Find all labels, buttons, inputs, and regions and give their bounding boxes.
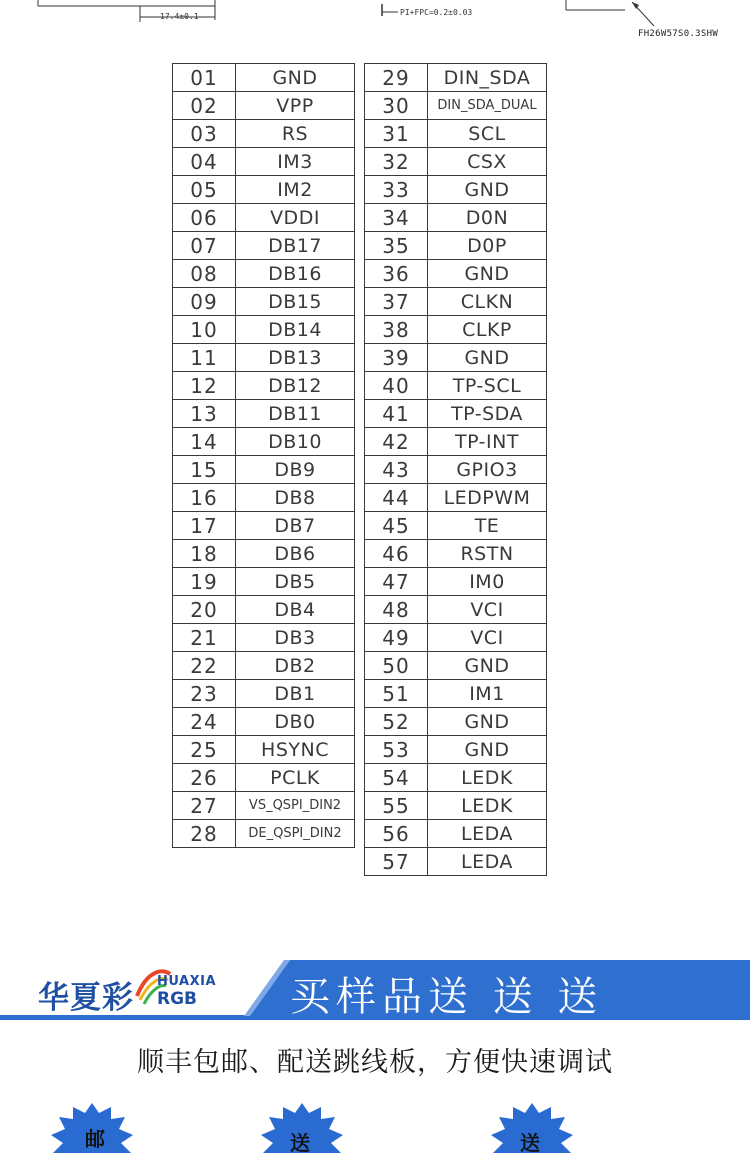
pin-row [365,288,547,316]
pin-row [365,260,547,288]
pin-signal: DB4 [236,596,355,624]
pin-signal: SCL [428,120,547,148]
pin-signal: DB1 [236,680,355,708]
pin-signal: DB10 [236,428,355,456]
badge-label: 送 [520,1131,540,1155]
pin-signal: GND [428,736,547,764]
pin-number: 39 [365,344,428,372]
pin-signal: DB6 [236,540,355,568]
pin-number: 22 [173,652,236,680]
pin-signal: LEDK [428,792,547,820]
pin-row [173,92,355,120]
pin-row [365,512,547,540]
pin-number: 45 [365,512,428,540]
pin-number: 10 [173,316,236,344]
pin-number: 27 [173,792,236,820]
pin-number: 01 [173,64,236,92]
pin-number: 14 [173,428,236,456]
pin-row [173,204,355,232]
pin-signal: DB11 [236,400,355,428]
badge-label: 邮 [85,1127,105,1151]
pin-number: 12 [173,372,236,400]
pin-row [365,400,547,428]
pin-row [365,708,547,736]
pin-row [173,428,355,456]
pin-number: 08 [173,260,236,288]
brand-logo-cn: 华夏彩 [38,980,134,1016]
pin-row [173,764,355,792]
pin-row [365,372,547,400]
badge-label: 送 [290,1131,310,1155]
badge-gift-2 [487,1103,577,1153]
pin-row [173,540,355,568]
pin-number: 50 [365,652,428,680]
drawing-fragment [0,0,750,45]
pin-signal: VS_QSPI_DIN2 [236,792,355,820]
pin-signal: VCI [428,624,547,652]
pin-row [173,456,355,484]
pin-signal: GPIO3 [428,456,547,484]
pin-row [173,652,355,680]
pin-number: 17 [173,512,236,540]
pin-row [173,260,355,288]
pin-row [173,400,355,428]
pin-number: 56 [365,820,428,848]
pin-signal: IM3 [236,148,355,176]
pin-signal: DIN_SDA [428,64,547,92]
pin-signal: DIN_SDA_DUAL [428,92,547,120]
pin-number: 24 [173,708,236,736]
pin-signal: DB13 [236,344,355,372]
pin-number: 32 [365,148,428,176]
pin-row [365,848,547,876]
pin-number: 02 [173,92,236,120]
shipping-caption: 顺丰包邮、配送跳线板，方便快速调试 [137,1047,613,1078]
pin-signal: DB14 [236,316,355,344]
pin-signal: GND [236,64,355,92]
pin-signal: D0P [428,232,547,260]
pin-signal: DB7 [236,512,355,540]
pin-signal: RS [236,120,355,148]
pin-row [173,344,355,372]
pin-signal: TP-SDA [428,400,547,428]
pin-signal: DB3 [236,624,355,652]
pin-row [365,792,547,820]
pin-row [173,372,355,400]
pin-row [173,288,355,316]
pin-signal: HSYNC [236,736,355,764]
pin-signal: DB16 [236,260,355,288]
pin-signal: DB9 [236,456,355,484]
pin-number: 23 [173,680,236,708]
pin-number: 03 [173,120,236,148]
pin-row [365,568,547,596]
pin-signal: DB8 [236,484,355,512]
pin-row [365,92,547,120]
pin-row [173,792,355,820]
pin-signal: TE [428,512,547,540]
pin-number: 09 [173,288,236,316]
pin-row [365,148,547,176]
pin-row [365,316,547,344]
pin-number: 34 [365,204,428,232]
pin-row [173,512,355,540]
pin-row [365,540,547,568]
connector-part-code: FH26W57S0.3SHW [638,29,719,39]
pin-row [173,316,355,344]
pin-row [173,484,355,512]
pin-number: 40 [365,372,428,400]
pin-row [365,624,547,652]
pin-signal: VCI [428,596,547,624]
badge-gift [257,1103,347,1153]
pin-signal: DB2 [236,652,355,680]
pin-signal: LEDK [428,764,547,792]
pin-row [173,708,355,736]
pin-row [365,232,547,260]
pin-number: 13 [173,400,236,428]
promo-banner [0,960,750,1020]
pin-row [173,736,355,764]
pin-number: 25 [173,736,236,764]
pin-number: 15 [173,456,236,484]
thickness-dimension: PI+FPC=0.2±0.03 [400,8,473,17]
pin-signal: CSX [428,148,547,176]
pin-signal: VPP [236,92,355,120]
pin-row [365,456,547,484]
pin-signal: IM0 [428,568,547,596]
pin-number: 52 [365,708,428,736]
pin-row [365,120,547,148]
pin-number: 51 [365,680,428,708]
pin-row [365,652,547,680]
pin-number: 30 [365,92,428,120]
pin-row [365,736,547,764]
pin-number: 38 [365,316,428,344]
pin-signal: LEDA [428,848,547,876]
pin-row [365,596,547,624]
pin-signal: CLKN [428,288,547,316]
pin-signal: IM2 [236,176,355,204]
pin-row [365,64,547,92]
pin-signal: DB0 [236,708,355,736]
pin-signal: DB15 [236,288,355,316]
pin-number: 21 [173,624,236,652]
pin-number: 05 [173,176,236,204]
pin-number: 36 [365,260,428,288]
pin-row [173,64,355,92]
pin-number: 26 [173,764,236,792]
pin-row [173,820,355,848]
pin-row [173,680,355,708]
pin-row [173,232,355,260]
pin-row [173,176,355,204]
pin-signal: TP-SCL [428,372,547,400]
pin-number: 35 [365,232,428,260]
pin-row [365,344,547,372]
pin-number: 11 [173,344,236,372]
pin-number: 18 [173,540,236,568]
pin-number: 44 [365,484,428,512]
pin-signal: PCLK [236,764,355,792]
pin-row [365,176,547,204]
pin-number: 16 [173,484,236,512]
pin-signal: GND [428,708,547,736]
pin-number: 54 [365,764,428,792]
pin-signal: GND [428,176,547,204]
pin-number: 31 [365,120,428,148]
brand-logo-rgb: RGB [157,989,198,1009]
pin-signal: LEDPWM [428,484,547,512]
pin-number: 33 [365,176,428,204]
pin-row [365,764,547,792]
pin-signal: DB12 [236,372,355,400]
pin-row [173,568,355,596]
pin-table-right [364,63,547,876]
pin-number: 28 [173,820,236,848]
pin-signal: GND [428,260,547,288]
pin-signal: D0N [428,204,547,232]
pin-number: 42 [365,428,428,456]
pin-signal: LEDA [428,820,547,848]
pin-row [173,148,355,176]
pin-number: 19 [173,568,236,596]
pin-number: 06 [173,204,236,232]
pin-row [365,484,547,512]
banner-slogan: 买样品送 送 送 [290,974,604,1020]
pin-signal: RSTN [428,540,547,568]
pin-row [365,428,547,456]
pin-signal: DB17 [236,232,355,260]
pin-number: 41 [365,400,428,428]
pin-number: 53 [365,736,428,764]
width-dimension: 17.4±0.1 [160,12,199,21]
pin-number: 55 [365,792,428,820]
pin-signal: GND [428,652,547,680]
pin-signal: CLKP [428,316,547,344]
pin-row [365,204,547,232]
pin-number: 20 [173,596,236,624]
pin-signal: DB5 [236,568,355,596]
pin-number: 07 [173,232,236,260]
pin-row [173,120,355,148]
pin-row [173,624,355,652]
pin-row [365,680,547,708]
pin-signal: DE_QSPI_DIN2 [236,820,355,848]
pin-number: 57 [365,848,428,876]
pin-number: 46 [365,540,428,568]
pin-table-left [172,63,355,848]
pin-number: 43 [365,456,428,484]
pin-signal: TP-INT [428,428,547,456]
pin-row [365,820,547,848]
pin-number: 29 [365,64,428,92]
brand-logo-en: HUAXIA [157,974,217,989]
pin-number: 47 [365,568,428,596]
pin-row [173,596,355,624]
pin-signal: GND [428,344,547,372]
pin-number: 49 [365,624,428,652]
badge-free-shipping [47,1103,137,1153]
pin-signal: IM1 [428,680,547,708]
pin-signal: VDDI [236,204,355,232]
pin-number: 37 [365,288,428,316]
pin-number: 04 [173,148,236,176]
pin-number: 48 [365,596,428,624]
